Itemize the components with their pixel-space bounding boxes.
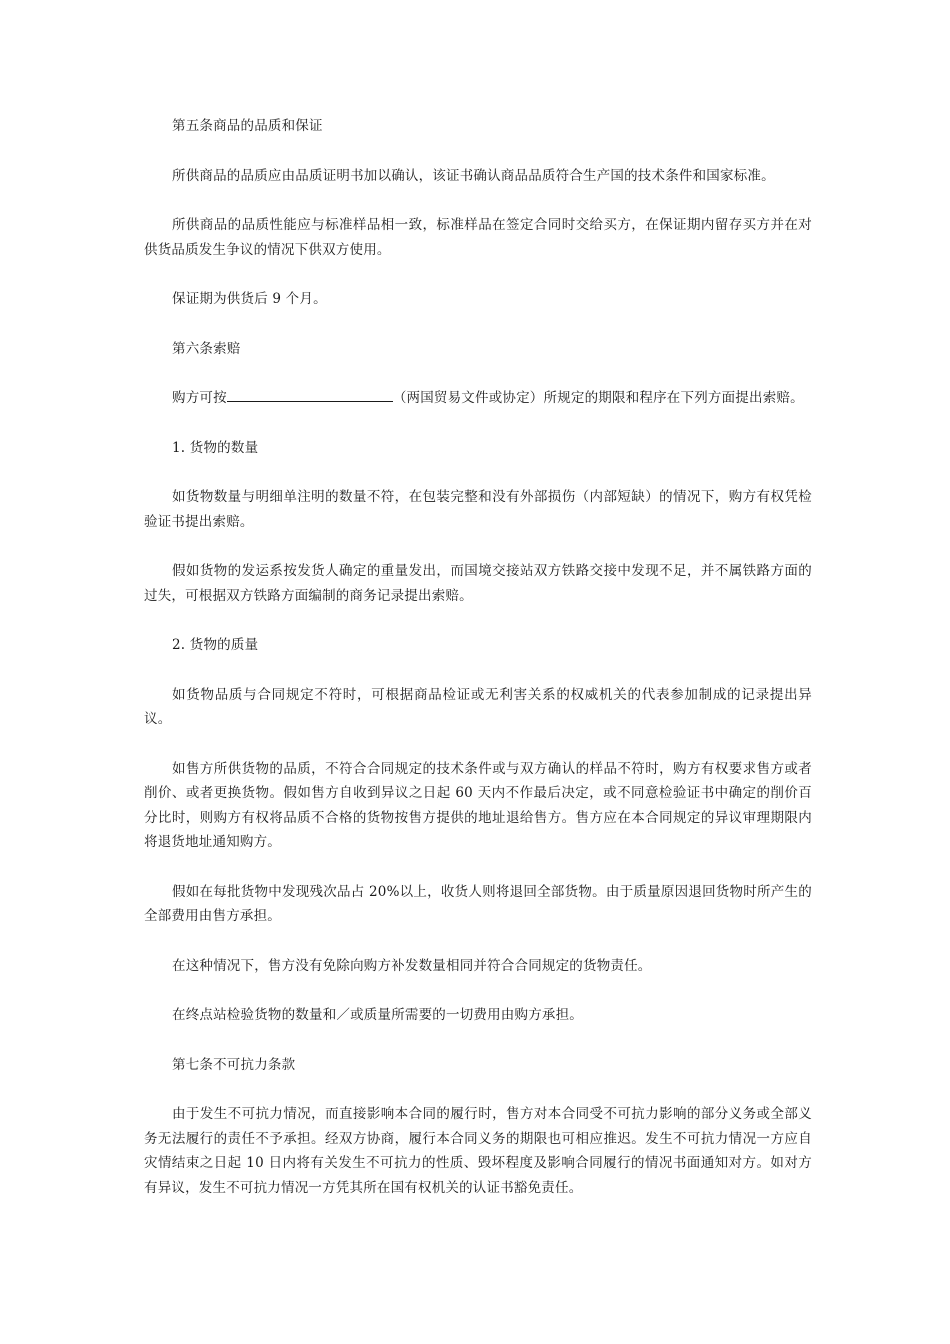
section-1-paragraph-1: 如货物数量与明细单注明的数量不符，在包装完整和没有外部损伤（内部短缺）的情况下，购方有权凭检验证书提出索赔。 — [144, 489, 812, 530]
document-page — [144, 114, 812, 1200]
section-1-heading: 1. 货物的数量 — [172, 439, 259, 456]
article-5-heading: 第五条商品的品质和保证 — [172, 118, 323, 134]
section-2-heading: 2. 货物的质量 — [172, 637, 259, 653]
section-2-paragraph-5: 在终点站检验货物的数量和／或质量所需要的一切费用由购方承担。 — [172, 1007, 583, 1023]
article-5-paragraph-1: 所供商品的品质应由品质证明书加以确认，该证书确认商品品质符合生产国的技术条件和国家标准。 — [172, 167, 775, 184]
section-2-paragraph-4: 在这种情况下，售方没有免除向购方补发数量相同并符合合同规定的货物责任。 — [172, 957, 652, 974]
article-6-paragraph-1-end: （两国贸易文件或协定）所规定的期限和程序在下列方面提出索赔。 — [392, 390, 804, 406]
article-6-paragraph-1 — [144, 386, 812, 411]
article-6-paragraph-1-start: 购方可按 — [172, 390, 227, 406]
article-7-heading: 第七条不可抗力条款 — [172, 1056, 296, 1073]
section-2-paragraph-3: 假如在每批货物中发现残次品占 20%以上，收货人则将退回全部货物。由于质量原因退回货物时所产生的全部费用由售方承担。 — [144, 883, 812, 924]
fill-in-blank — [227, 389, 393, 402]
article-7-paragraph-1: 由于发生不可抗力情况，而直接影响本合同的履行时，售方对本合同受不可抗力影响的部分义务或全部义务无法履行的责任不予承担。经双方协商，履行本合同义务的期限也可相应推迟。发生不可抗力情况一方应自灾情结束之日起 10 日内将有关发生不可抗力的性质、毁坏程度及影响合同履行的情况书面通知对方。如对方有异议，发生不可抗力情况一方凭其所在国有权机关的认证书豁免责任。 — [144, 1106, 812, 1196]
section-1-paragraph-2: 假如货物的发运系按发货人确定的重量发出，而国境交接站双方铁路交接中发现不足，并不属铁路方面的过失，可根据双方铁路方面编制的商务记录提出索赔。 — [144, 563, 812, 604]
article-5-paragraph-3: 保证期为供货后 9 个月。 — [172, 291, 327, 307]
article-5-paragraph-2: 所供商品的品质性能应与标准样品相一致，标准样品在签定合同时交给买方，在保证期内留存买方并在对供货品质发生争议的情况下供双方使用。 — [144, 217, 812, 258]
section-2-paragraph-1: 如货物品质与合同规定不符时，可根据商品检证或无利害关系的权威机关的代表参加制成的记录提出异议。 — [144, 686, 812, 727]
article-6-heading: 第六条索赔 — [172, 340, 241, 357]
section-2-paragraph-2: 如售方所供货物的品质，不符合合同规定的技术条件或与双方确认的样品不符时，购方有权要求售方或者削价、或者更换货物。假如售方自收到异议之日起 60 天内不作最后决定，或不同意检验证书中确定的削价百分比时，则购方有权将品质不合格的货物按售方提供的地址退给售方。售方应在本合同规定的异议审理期限内将退货地址通知购方。 — [144, 760, 812, 850]
